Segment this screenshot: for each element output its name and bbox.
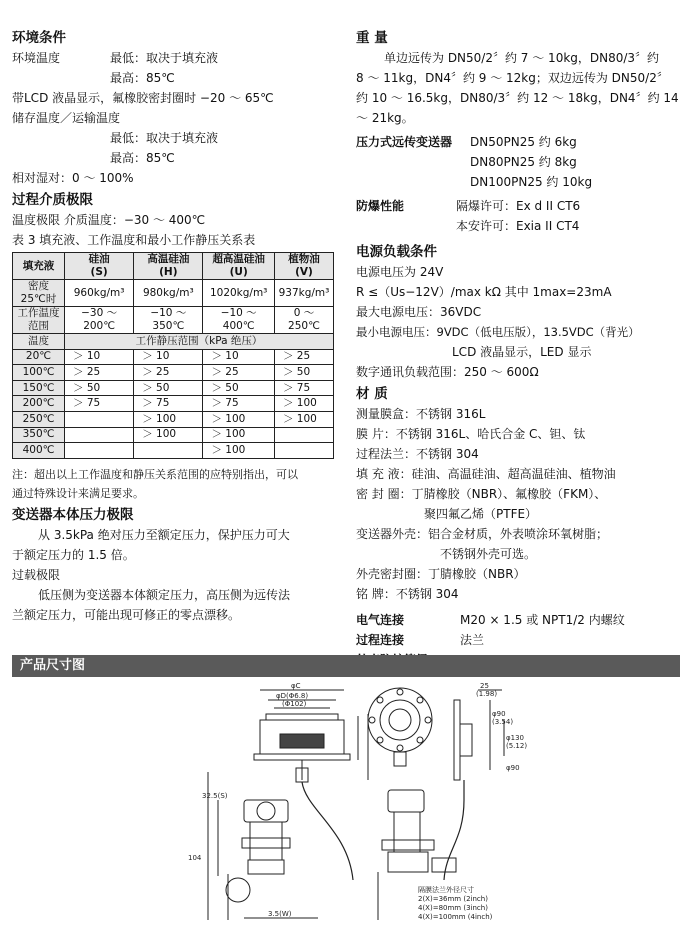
- power-line-2: R ≤（Us−12V）/max kΩ 其中 1max=23mA: [356, 285, 612, 299]
- explosion-row: [356, 196, 684, 216]
- density-cell: 980kg/m³: [134, 280, 203, 307]
- dimension-drawing: [188, 680, 678, 925]
- power-line-4: 最小电源电压：9VDC（低电压版），13.5VDC（背光）: [356, 325, 640, 339]
- cell: ＞ 25: [274, 349, 333, 365]
- cell: ＞ 10: [65, 349, 134, 365]
- cell: ＞ 25: [134, 365, 203, 381]
- transmitter-body: [250, 822, 282, 860]
- side-housing: [388, 790, 424, 812]
- env-storage-max: 最高：85℃: [110, 151, 175, 165]
- cell: [65, 427, 134, 443]
- cell: ＞ 10: [203, 349, 275, 365]
- weight-line-1: 单边远传为 DN50/2〞约 7 ～ 10kg，DN80/3〞约: [384, 51, 660, 65]
- table-range-row: [13, 307, 334, 334]
- env-storage-max-row: [12, 148, 342, 168]
- right-dim-phi90: φ90: [492, 710, 506, 718]
- pressure-remote-v2: DN80PN25 约 8kg: [470, 155, 577, 169]
- row-temp: 100℃: [13, 365, 65, 381]
- pressure-remote-v1: DN50PN25 约 6kg: [470, 135, 577, 149]
- material-line-8: 不锈钢外壳可选。: [440, 547, 537, 561]
- power-line-1: 电源电压为 24V: [356, 265, 444, 279]
- body-limit-p1b: 于额定压力的 1.5 倍。: [12, 547, 135, 562]
- cell: ＞ 25: [203, 365, 275, 381]
- note-line-1: 注：超出以上工作温度和静压关系范围的应特别指出，可以: [12, 467, 298, 481]
- power-line-5: LCD 液晶显示，LED 显示: [452, 345, 592, 359]
- cell: ＞ 75: [274, 380, 333, 396]
- pressure-header: 工作静压范围（kPa 绝压）: [65, 334, 334, 350]
- weight-line-4: ～ 21kg。: [356, 111, 414, 125]
- dim-label-phiC: φC: [291, 682, 301, 690]
- right-dim-3-54: (3.54): [492, 718, 514, 726]
- body-limit-p2a: 低压侧为变送器本体额定压力，高压侧为远传法: [38, 587, 291, 602]
- pressure-remote-row: [356, 132, 684, 152]
- cell: ＞ 10: [134, 349, 203, 365]
- explosion-label: 防爆性能: [356, 199, 405, 213]
- cell: ＞ 50: [274, 365, 333, 381]
- cell: [65, 411, 134, 427]
- table-row: [13, 396, 334, 412]
- env-humidity: 相对湿对：0 ～ 100%: [12, 171, 134, 185]
- legend-line-4: 4(X)=100mm (4inch): [418, 913, 493, 921]
- mount-ring: [226, 878, 250, 902]
- right-dim-phi90-b: φ90: [506, 764, 520, 772]
- right-dim-25: 25: [480, 682, 489, 690]
- table-row: [13, 411, 334, 427]
- row-temp: 350℃: [13, 427, 65, 443]
- note-line-2: 通过特殊设计来满足要求。: [12, 486, 144, 500]
- left-column: [12, 28, 342, 625]
- body-limit-p2b: 兰额定压力，可能出现可修正的零点漂移。: [12, 607, 241, 622]
- dim-label-3-5: 3.5(W): [268, 910, 292, 918]
- row-temp: 150℃: [13, 380, 65, 396]
- cell: ＞ 100: [203, 427, 275, 443]
- section-title-band: [12, 655, 680, 677]
- material-line-5: 密 封 圈：丁腈橡胶（NBR）、氟橡胶（FKM）、: [356, 487, 607, 501]
- cell: ＞ 100: [274, 411, 333, 427]
- cell: ＞ 100: [274, 396, 333, 412]
- table-pressure-header-row: [13, 334, 334, 350]
- env-title: 环境条件: [12, 30, 66, 46]
- table-header-row: [13, 253, 334, 280]
- table-header-s: 硅油 (S): [65, 253, 134, 280]
- material-line-1: 测量膜盒：不锈钢 316L: [356, 407, 486, 421]
- cell: ＞ 100: [134, 411, 203, 427]
- flange-base: [254, 754, 350, 760]
- temp-label: 温度: [13, 334, 65, 350]
- body-limit-title: 变送器本体压力极限: [12, 506, 134, 523]
- material-title: 材 质: [356, 386, 388, 402]
- electrical-connection-row: [356, 610, 684, 630]
- env-storage-label: 储存温度／运输温度: [12, 111, 121, 125]
- cell: ＞ 75: [65, 396, 134, 412]
- table-row: [13, 427, 334, 443]
- diaphragm-seal: [280, 734, 324, 748]
- table-header-h: 高温硅油 (H): [134, 253, 203, 280]
- cell: ＞ 100: [203, 411, 275, 427]
- right-column: [356, 28, 684, 670]
- transmitter-housing: [244, 800, 288, 822]
- density-cell: 1020kg/m³: [203, 280, 275, 307]
- legend-line-2: 2(X)=36mm (2inch): [418, 895, 488, 903]
- table-row: [13, 443, 334, 459]
- env-lcd: 带LCD 液晶显示，氟橡胶密封圈时 −20 ～ 65℃: [12, 91, 274, 105]
- power-line-3: 最大电源电压：36VDC: [356, 305, 482, 319]
- pressure-remote-v3: DN100PN25 约 10kg: [470, 175, 593, 189]
- env-temp-min: 最低：取决于填充液: [110, 51, 219, 65]
- legend-line-3: 4(X)=80mm (3inch): [418, 904, 488, 912]
- range-cell: −30 ～ 200℃: [65, 307, 134, 334]
- material-line-7: 变送器外壳：铝合金材质，外表喷涂环氧树脂；: [356, 527, 609, 541]
- fill-fluid-table: [12, 252, 334, 459]
- table-row: [13, 349, 334, 365]
- capillary-line: [302, 782, 353, 880]
- cell: ＞ 100: [203, 443, 275, 459]
- material-line-3: 过程法兰：不锈钢 304: [356, 447, 479, 461]
- explosion-v2: 本安许可：Exia II CT4: [456, 219, 580, 233]
- cell: [274, 443, 333, 459]
- flange-top: [266, 714, 338, 720]
- row-temp: 20℃: [13, 349, 65, 365]
- cell: ＞ 75: [134, 396, 203, 412]
- right-dim-1-98: (1.98): [476, 690, 498, 698]
- row-temp: 400℃: [13, 443, 65, 459]
- weight-title: 重 量: [356, 30, 388, 46]
- cell: [274, 427, 333, 443]
- table-header-fill: 填充液: [13, 253, 65, 280]
- env-temp-max-row: [12, 68, 342, 88]
- cell: ＞ 100: [134, 427, 203, 443]
- material-line-9: 外壳密封圈：丁腈橡胶（NBR）: [356, 567, 526, 581]
- dim-label-32-5: 32.5(S): [202, 792, 228, 800]
- density-cell: 937kg/m³: [274, 280, 333, 307]
- cell: [65, 443, 134, 459]
- material-line-6: 聚四氟乙烯（PTFE）: [424, 507, 538, 521]
- range-cell: −10 ～ 400℃: [203, 307, 275, 334]
- table-density-row: [13, 280, 334, 307]
- density-label: 密度 25℃时: [13, 280, 65, 307]
- env-temp-max: 最高：85℃: [110, 71, 175, 85]
- medium-title: 过程介质极限: [12, 192, 93, 208]
- density-cell: 960kg/m³: [65, 280, 134, 307]
- range-cell: 0 ～ 250℃: [274, 307, 333, 334]
- material-line-2: 膜 片：不锈钢 316L、哈氏合金 C、钽、钛: [356, 427, 586, 441]
- power-line-6: 数字通讯负载范围：250 ～ 600Ω: [356, 365, 539, 379]
- dim-label-phiD: φD(Φ6.8): [276, 692, 309, 700]
- dim-label-104: 104: [188, 854, 202, 862]
- legend-line-1: 隔膜法兰外径尺寸: [418, 886, 474, 894]
- weight-line-2: 8 ～ 11kg，DN4〞约 9 ～ 12kg；双边远传为 DN50/2〞: [356, 71, 669, 85]
- material-line-4: 填 充 液：硅油、高温硅油、超高温硅油、植物油: [356, 467, 616, 481]
- cell: ＞ 25: [65, 365, 134, 381]
- table-row: [13, 380, 334, 396]
- range-cell: −10 ～ 350℃: [134, 307, 203, 334]
- table-row: [13, 365, 334, 381]
- body-limit-p1a: 从 3.5kPa 绝对压力至额定压力，保护压力可大: [38, 527, 290, 542]
- power-title: 电源负载条件: [356, 244, 437, 260]
- pressure-remote-label: 压力式远传变送器: [356, 135, 453, 149]
- process-connection-label: 过程连接: [356, 633, 405, 647]
- row-temp: 250℃: [13, 411, 65, 427]
- electrical-connection-value: M20 × 1.5 或 NPT1/2 内螺纹: [460, 613, 625, 627]
- table-header-u: 超高温硅油 (U): [203, 253, 275, 280]
- weight-line-3: 约 10 ～ 16.5kg，DN80/3〞约 12 ～ 18kg，DN4〞约 14: [356, 91, 679, 105]
- env-storage-min: 最低：取决于填充液: [110, 131, 219, 145]
- overload-label: 过载极限: [12, 567, 61, 582]
- side-flange: [454, 700, 460, 780]
- row-temp: 200℃: [13, 396, 65, 412]
- cell: ＞ 50: [134, 380, 203, 396]
- env-storage-min-row: [12, 128, 342, 148]
- right-dim-5-12: (5.12): [506, 742, 528, 750]
- table-caption: 表 3 填充液、工作温度和最小工作静压关系表: [12, 233, 256, 247]
- cell: [134, 443, 203, 459]
- process-connection-value: 法兰: [460, 633, 485, 647]
- env-temp-label: 环境温度: [12, 51, 61, 65]
- material-line-10: 铭 牌：不锈钢 304: [356, 587, 459, 601]
- explosion-v1: 隔爆许可：Ex d II CT6: [456, 199, 581, 213]
- cell: ＞ 75: [203, 396, 275, 412]
- env-temp-row: [12, 48, 342, 68]
- dim-label-phi102: (Φ102): [282, 700, 307, 708]
- electrical-connection-label: 电气连接: [356, 613, 405, 627]
- medium-temp: 温度极限 介质温度：−30 ～ 400℃: [12, 213, 206, 227]
- range-label: 工作温度范围: [13, 307, 65, 334]
- section-title: 产品尺寸图: [20, 658, 86, 673]
- right-dim-phi130: φ130: [506, 734, 524, 742]
- process-connection-row: [356, 630, 684, 650]
- table-header-v: 植物油 (V): [274, 253, 333, 280]
- cell: ＞ 50: [65, 380, 134, 396]
- cell: ＞ 50: [203, 380, 275, 396]
